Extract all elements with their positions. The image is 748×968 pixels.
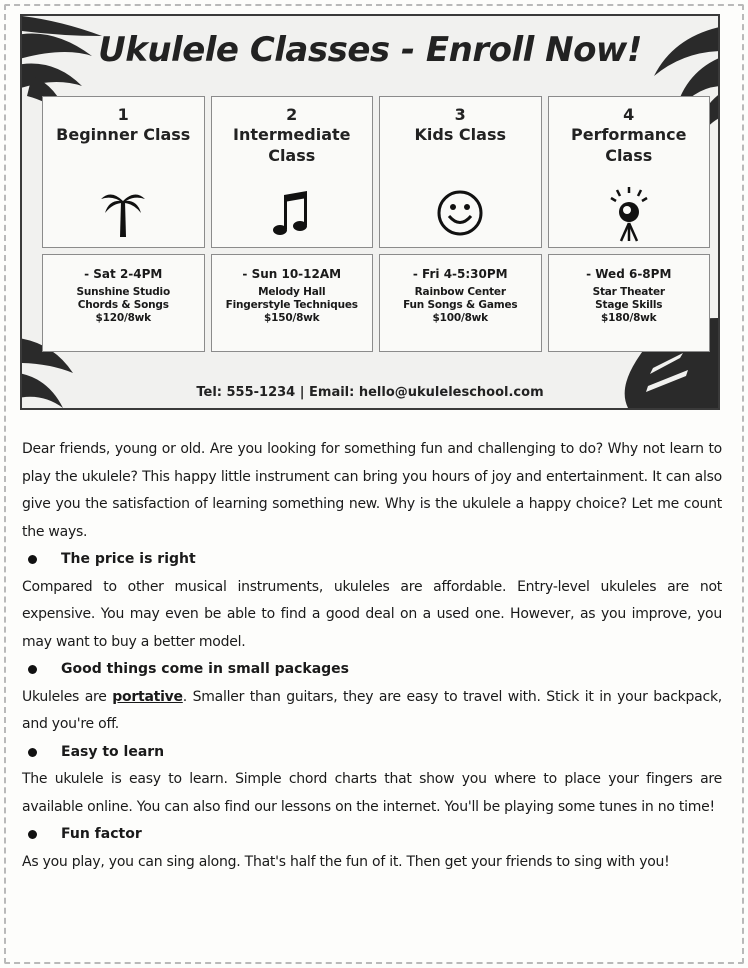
section-heading	[22, 821, 722, 849]
class-name-row	[42, 96, 710, 248]
class-card-performance	[548, 96, 711, 248]
section-heading-text: Easy to learn	[61, 743, 165, 760]
class-name: Intermediate Class	[233, 125, 351, 165]
class-card-intermediate	[211, 96, 374, 248]
class-poster	[20, 14, 720, 410]
class-schedule: - Fri 4-5:30PM	[412, 267, 508, 281]
section-paragraph: Compared to other musical instruments, ukuleles are affordable. Entry-level ukuleles are not expensive. You may even be able to find a good deal on a used one. However, as you improve, you may want to buy a better model.	[22, 578, 722, 650]
section-heading-text: Fun factor	[61, 826, 142, 842]
class-topic: Stage Skills	[595, 299, 663, 311]
class-schedule: - Sun 10-12AM	[242, 267, 342, 281]
class-name: Beginner Class	[56, 125, 191, 144]
text-segment: Ukuleles are	[22, 688, 113, 705]
article-body	[22, 436, 722, 876]
section-paragraph: The ukulele is easy to learn. Simple chord charts that show you where to place your fingers are available online. You can also find our lessons on the internet. You'll be playing some tunes in no time!	[22, 771, 722, 815]
class-topic: Fingerstyle Techniques	[225, 299, 358, 311]
class-name: Kids Class	[414, 125, 506, 144]
class-details-row	[42, 254, 710, 352]
class-price: $150/8wk	[264, 312, 320, 324]
bullet-icon	[28, 665, 37, 674]
class-venue: Rainbow Center	[414, 286, 506, 298]
contact-info: Tel: 555-1234 | Email: hello@ukuleleschool.com	[196, 385, 544, 400]
section-heading	[22, 546, 722, 574]
class-topic: Fun Songs & Games	[403, 299, 518, 311]
bullet-icon	[28, 748, 37, 757]
intro-paragraph: Dear friends, young or old. Are you looking for something fun and challenging to do? Why not learn to play the ukulele? This happy little instrument can bring you hours of joy and entertainment. It can also give you the satisfaction of learning something new. Why is the ukulele a happy choice? Let me count the ways.	[22, 441, 722, 540]
class-venue: Star Theater	[592, 286, 665, 298]
bullet-icon	[28, 555, 37, 564]
bullet-icon	[28, 830, 37, 839]
palm-tree-icon	[101, 187, 145, 237]
class-details-intermediate	[211, 254, 374, 352]
section-paragraph	[22, 684, 722, 739]
section-heading	[22, 656, 722, 684]
class-number: 4	[623, 105, 635, 124]
section-heading-text: Good things come in small packages	[61, 661, 350, 677]
text-segment: . Smaller than guitars, they are easy to travel with. Stick it in your backpack, and you're off.	[22, 688, 722, 732]
music-note-icon	[272, 191, 312, 237]
class-price: $100/8wk	[432, 312, 488, 324]
class-details-beginner	[42, 254, 205, 352]
spotlight-icon	[607, 185, 651, 243]
section-heading-text: The price is right	[61, 551, 196, 567]
class-number: 1	[117, 105, 129, 124]
class-details-kids	[379, 254, 542, 352]
section-paragraph: As you play, you can sing along. That's half the fun of it. Then get your friends to sing with you!	[22, 853, 670, 870]
poster-title: Ukulele Classes - Enroll Now!	[98, 30, 642, 70]
class-grid	[42, 96, 710, 352]
class-schedule: - Sat 2-4PM	[84, 267, 163, 281]
class-number: 3	[454, 105, 466, 124]
class-price: $180/8wk	[601, 312, 657, 324]
underlined-word: portative	[112, 688, 183, 705]
class-number: 2	[286, 105, 298, 124]
class-price: $120/8wk	[95, 312, 151, 324]
smiley-face-icon	[436, 189, 484, 237]
section-heading	[22, 739, 722, 767]
class-details-performance	[548, 254, 711, 352]
class-venue: Sunshine Studio	[76, 286, 170, 298]
class-venue: Melody Hall	[258, 286, 326, 298]
class-card-kids	[379, 96, 542, 248]
class-name: Performance Class	[570, 125, 687, 165]
class-schedule: - Wed 6-8PM	[586, 267, 672, 281]
class-topic: Chords & Songs	[77, 299, 169, 311]
class-card-beginner	[42, 96, 205, 248]
